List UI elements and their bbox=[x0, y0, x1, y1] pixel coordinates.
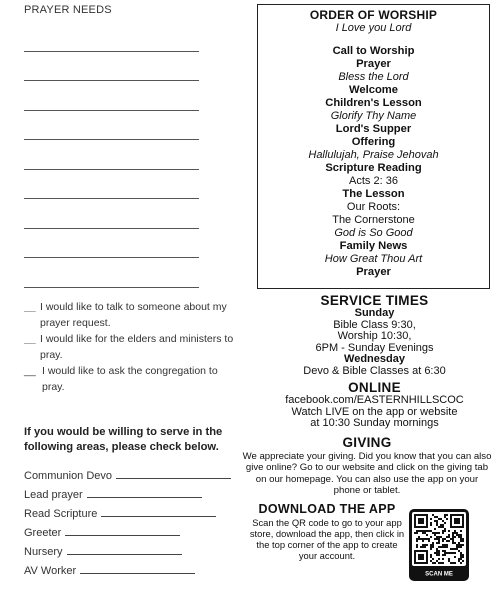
facebook-link[interactable]: facebook.com/EASTERNHILLSCOC bbox=[285, 394, 464, 406]
prayer-request-checklist bbox=[24, 299, 239, 395]
serve-option-blank[interactable] bbox=[80, 573, 195, 574]
worship-item: God is So Good bbox=[334, 227, 413, 239]
giving-text: We appreciate your giving. Did you know that you can also give online? Go to our website and click on the giving tab on our homepage. You can also use the app on your phone or tablet. bbox=[242, 451, 492, 496]
order-of-worship-title: ORDER OF WORSHIP bbox=[309, 8, 438, 22]
service-times-lines bbox=[250, 308, 499, 377]
download-app-title: DOWNLOAD THE APP bbox=[258, 502, 396, 516]
worship-item: Children's Lesson bbox=[325, 97, 422, 109]
serve-option-label: Nursery bbox=[24, 546, 63, 558]
download-app-text: Scan the QR code to go to your app store, download the app, then click in the top corner of the app to create your account. bbox=[249, 517, 405, 561]
prayer-checkbox-item[interactable] bbox=[24, 331, 239, 363]
serve-option-blank[interactable] bbox=[65, 535, 180, 536]
serve-option-label: Greeter bbox=[24, 527, 62, 539]
serve-option[interactable] bbox=[24, 539, 244, 558]
worship-item: Welcome bbox=[349, 84, 398, 96]
service-time-line: Devo & Bible Classes at 6:30 bbox=[303, 364, 446, 377]
qr-code[interactable] bbox=[409, 509, 469, 581]
prayer-blank-line[interactable] bbox=[24, 52, 199, 82]
prayer-blank-line[interactable] bbox=[24, 111, 199, 141]
service-time-line: Sunday bbox=[354, 307, 395, 319]
prayer-blank-line[interactable] bbox=[24, 170, 199, 200]
service-times-title: SERVICE TIMES bbox=[320, 293, 429, 308]
order-of-worship-box bbox=[257, 4, 490, 289]
prayer-blank-line[interactable] bbox=[24, 22, 199, 52]
service-time-line: Wednesday bbox=[344, 353, 405, 365]
online-lines bbox=[250, 395, 499, 430]
prayer-needs-title: PRAYER NEEDS bbox=[24, 4, 112, 16]
worship-item: Bless the Lord bbox=[338, 71, 409, 83]
serve-heading: If you would be willing to serve in the following areas, please check below. bbox=[24, 426, 223, 453]
worship-item: Family News bbox=[339, 240, 408, 252]
worship-item: Prayer bbox=[356, 266, 391, 278]
serve-option-label: Lead prayer bbox=[24, 489, 83, 501]
checkbox-label: I would like to ask the congregation to pray. bbox=[42, 365, 218, 393]
qr-caption: SCAN ME bbox=[425, 571, 453, 578]
online-title: ONLINE bbox=[348, 380, 401, 395]
service-time-line: Worship 10:30, bbox=[337, 330, 412, 342]
serve-option[interactable] bbox=[24, 463, 244, 482]
service-time-line: Bible Class 9:30, bbox=[333, 318, 416, 331]
prayer-blank-line[interactable] bbox=[24, 229, 199, 259]
download-app-section bbox=[248, 502, 406, 561]
serve-option-label: Read Scripture bbox=[24, 508, 98, 520]
prayer-lines bbox=[24, 22, 244, 288]
prayer-checkbox-item[interactable] bbox=[24, 299, 239, 331]
giving-title: GIVING bbox=[342, 435, 392, 450]
qr-code-icon bbox=[409, 509, 469, 581]
worship-items bbox=[258, 22, 489, 279]
worship-item: The Lesson bbox=[342, 188, 405, 200]
service-times-section bbox=[250, 293, 499, 377]
serve-option-blank[interactable] bbox=[116, 478, 231, 479]
serve-option[interactable] bbox=[24, 520, 244, 539]
worship-item: Lord's Supper bbox=[335, 123, 412, 135]
serve-option-blank[interactable] bbox=[87, 497, 202, 498]
checkbox-blank[interactable]: __ bbox=[24, 301, 36, 313]
worship-spacer bbox=[258, 35, 489, 45]
serve-option[interactable] bbox=[24, 482, 244, 501]
worship-item: I Love you Lord bbox=[335, 22, 412, 34]
giving-section bbox=[242, 435, 492, 496]
worship-item: Offering bbox=[351, 136, 396, 148]
worship-item: How Great Thou Art bbox=[324, 253, 423, 265]
worship-item: Hallulujah, Praise Jehovah bbox=[308, 149, 439, 161]
serve-list bbox=[24, 463, 244, 577]
serve-option-blank[interactable] bbox=[101, 516, 216, 517]
serve-option[interactable] bbox=[24, 501, 244, 520]
serve-option-label: AV Worker bbox=[24, 565, 77, 577]
checkbox-blank[interactable]: __ bbox=[24, 365, 36, 377]
online-section bbox=[250, 380, 499, 430]
prayer-blank-line[interactable] bbox=[24, 199, 199, 229]
serve-option[interactable] bbox=[24, 558, 244, 577]
prayer-blank-line[interactable] bbox=[24, 258, 199, 288]
checkbox-blank[interactable]: __ bbox=[24, 333, 36, 345]
serve-option-blank[interactable] bbox=[67, 554, 182, 555]
checkbox-label: I would like for the elders and ministers to pray. bbox=[40, 333, 234, 361]
worship-item: Glorify Thy Name bbox=[330, 110, 417, 122]
checkbox-label: I would like to talk to someone about my prayer request. bbox=[40, 301, 227, 329]
prayer-checkbox-item[interactable] bbox=[24, 363, 239, 395]
worship-item: Scripture Reading bbox=[325, 162, 422, 174]
online-line: at 10:30 Sunday mornings bbox=[310, 417, 439, 429]
serve-option-label: Communion Devo bbox=[24, 470, 113, 482]
prayer-blank-line[interactable] bbox=[24, 140, 199, 170]
worship-item: Acts 2: 36 bbox=[349, 175, 398, 187]
online-line: Watch LIVE on the app or website bbox=[291, 405, 458, 418]
service-time-line: 6PM - Sunday Evenings bbox=[315, 341, 434, 354]
prayer-needs-section bbox=[24, 4, 244, 288]
prayer-blank-line[interactable] bbox=[24, 81, 199, 111]
worship-item: Call to Worship bbox=[332, 45, 415, 57]
worship-item: The Cornerstone bbox=[332, 214, 415, 226]
worship-item: Our Roots: bbox=[346, 201, 401, 213]
serve-section bbox=[24, 425, 244, 577]
worship-item: Prayer bbox=[356, 58, 391, 70]
